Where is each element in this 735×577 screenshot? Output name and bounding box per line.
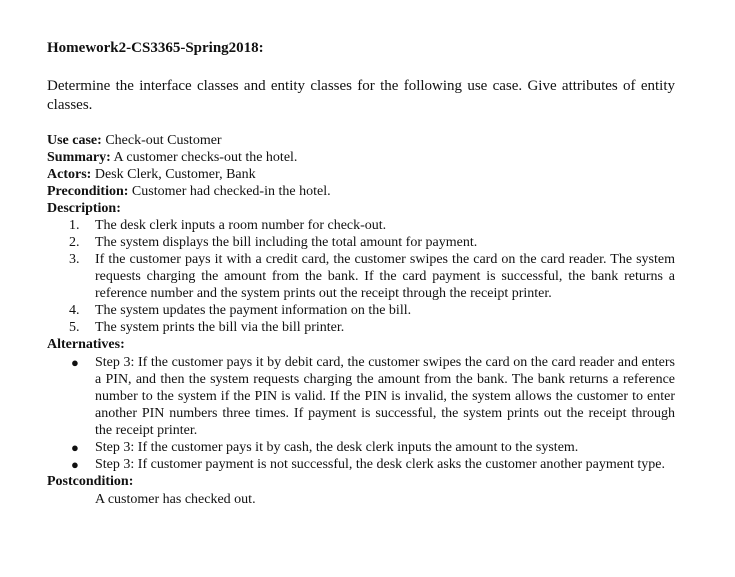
- step-item: [47, 251, 675, 302]
- alternatives-label: Alternatives: [47, 337, 121, 352]
- bullet-icon: ●: [71, 457, 79, 472]
- step-number: 4.: [69, 303, 80, 318]
- step-text: The system updates the payment information on the bill.: [95, 303, 412, 318]
- alternative-text: Step 3: If customer payment is not successful, the desk clerk asks the customer another payment type.: [95, 457, 665, 472]
- step-text: The system prints the bill via the bill printer.: [95, 320, 345, 335]
- summary-line: Summary: A customer checks-out the hotel.: [47, 150, 298, 165]
- alternatives-list: [47, 354, 675, 473]
- bullet-icon: ●: [71, 355, 79, 370]
- use-case-label: Use case: [47, 133, 98, 148]
- alternative-item: [47, 439, 675, 456]
- alternative-text: Step 3: If the customer pays it by cash, the desk clerk inputs the amount to the system.: [95, 440, 579, 455]
- step-number: 2.: [69, 235, 80, 250]
- step-text: If the customer pays it with a credit card, the customer swipes the card on the card reader. The system requests charging the amount from the bank. If the card payment is successful, the bank returns a reference number and the system prints out the receipt through the receipt printer.: [95, 252, 675, 301]
- alternatives-heading: Alternatives:: [47, 337, 125, 352]
- step-item: [47, 302, 675, 319]
- description-heading: Description:: [47, 201, 121, 216]
- step-text: The system displays the bill including the total amount for payment.: [95, 235, 478, 250]
- postcondition-label: Postcondition: [47, 474, 129, 489]
- step-number: 3.: [69, 252, 80, 267]
- step-item: [47, 217, 675, 234]
- description-steps: [47, 217, 675, 336]
- description-label: Description: [47, 201, 117, 216]
- alternative-item: [47, 354, 675, 439]
- use-case-body: [47, 132, 675, 508]
- step-number: 5.: [69, 320, 80, 335]
- bullet-icon: ●: [71, 440, 79, 455]
- actors-line: Actors: Desk Clerk, Customer, Bank: [47, 167, 256, 182]
- summary-label: Summary: [47, 150, 107, 165]
- actors-label: Actors: [47, 167, 87, 182]
- alternative-text: Step 3: If the customer pays it by debit card, the customer swipes the card on the card reader and enters a PIN, and then the system requests charging the amount from the bank. The bank returns a reference number to the system if the PIN is valid. If the PIN is invalid, the system allows the customer to enter another PIN numbers three times. If payment is successful, the system prints out the receipt through the receipt printer.: [95, 355, 675, 438]
- precondition-value: Customer had checked-in the hotel.: [131, 184, 331, 199]
- document-title: Homework2-CS3365-Spring2018:: [47, 40, 264, 56]
- postcondition-value: A customer has checked out.: [95, 492, 256, 507]
- step-text: The desk clerk inputs a room number for check-out.: [95, 218, 387, 233]
- assignment-prompt: Determine the interface classes and entity classes for the following use case. Give attributes of entity classes.: [47, 78, 675, 113]
- step-item: [47, 234, 675, 251]
- precondition-label: Precondition: [47, 184, 124, 199]
- summary-value: A customer checks-out the hotel.: [113, 150, 298, 165]
- step-item: [47, 319, 675, 336]
- use-case-line: Use case: Check-out Customer: [47, 133, 222, 148]
- use-case-value: Check-out Customer: [105, 133, 222, 148]
- actors-value: Desk Clerk, Customer, Bank: [94, 167, 256, 182]
- alternative-item: [47, 456, 675, 473]
- postcondition-heading: Postcondition:: [47, 474, 134, 489]
- precondition-line: Precondition: Customer had checked-in the hotel.: [47, 184, 331, 199]
- step-number: 1.: [69, 218, 80, 233]
